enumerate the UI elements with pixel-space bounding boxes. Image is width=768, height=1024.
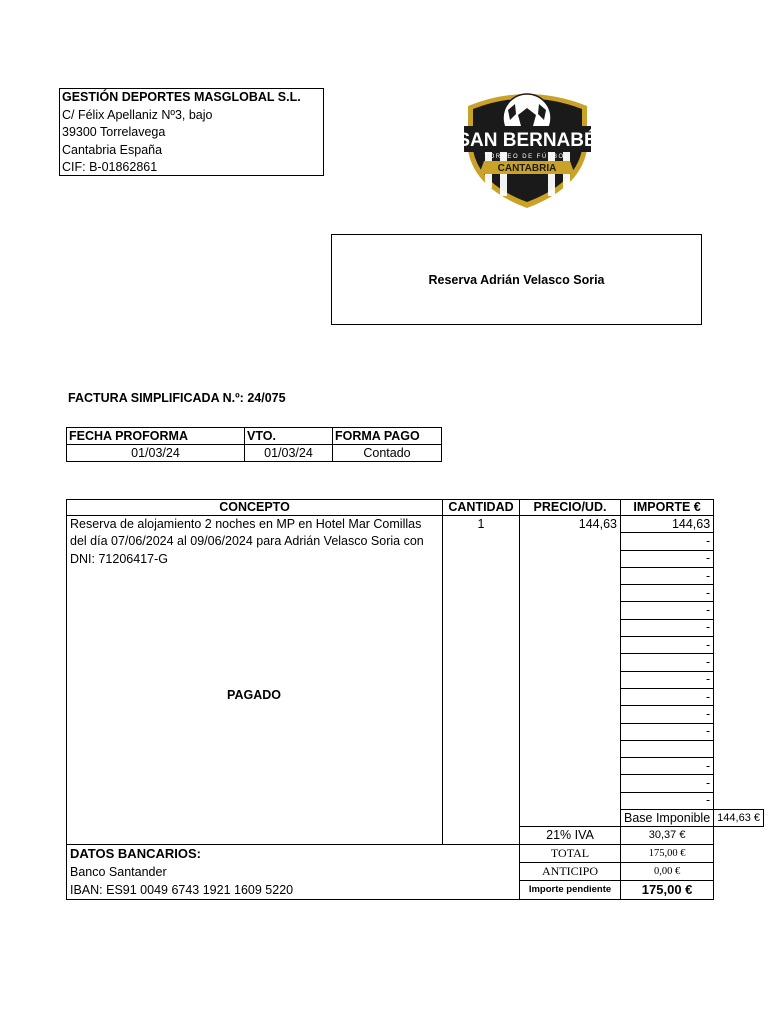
fecha-proforma-value: 01/03/24 [67, 445, 245, 462]
company-city: 39300 Torrelavega [62, 125, 166, 139]
paid-label: PAGADO [227, 688, 281, 702]
amount-dash: - [621, 585, 714, 602]
base-label: Base Imponible [621, 810, 714, 827]
header-forma-pago: FORMA PAGO [333, 428, 442, 445]
company-region: Cantabria España [62, 142, 163, 157]
total-label: TOTAL [520, 844, 621, 862]
amount-dash: - [621, 619, 714, 636]
unit-price-cell [520, 516, 621, 827]
logo-title: SAN BERNABÉ [460, 130, 595, 151]
company-cif: CIF: B-01862861 [62, 160, 158, 174]
bank-iban: IBAN: ES91 0049 6743 1921 1609 5220 [70, 882, 294, 897]
company-name: GESTIÓN DEPORTES MASGLOBAL S.L. [62, 90, 301, 104]
bank-name: Banco Santander [70, 864, 167, 879]
client-box [331, 234, 702, 325]
amount-dash: - [621, 758, 714, 775]
header-concepto: CONCEPTO [67, 500, 443, 516]
quantity-cell [443, 516, 520, 845]
amount-dash: - [621, 550, 714, 567]
logo-banner: CANTABRIA [497, 163, 557, 174]
advance-label: ANTICIPO [520, 862, 621, 880]
san-bernabe-logo [460, 88, 595, 210]
header-vto: VTO. [245, 428, 333, 445]
company-info-box [59, 88, 324, 176]
amount-dash: - [621, 671, 714, 688]
quantity-value: 1 [477, 517, 485, 531]
advance-value: 0,00 € [621, 862, 714, 880]
amount-dash: - [621, 792, 714, 809]
unit-price-value: 144,63 [578, 517, 617, 531]
concept-cell [67, 516, 443, 845]
concept-text: Reserva de alojamiento 2 noches en MP en Hotel Mar Comillas del día 07/06/2024 al 09/06/2024 para Adrián Velasco Soria con DNI: 71206417-G [70, 517, 424, 566]
client-name: Reserva Adrián Velasco Soria [428, 272, 605, 287]
pending-label: Importe pendiente [520, 881, 621, 899]
amount-dash: - [621, 533, 714, 550]
amount-dash: - [621, 637, 714, 654]
bank-cell [67, 844, 520, 899]
header-fecha-proforma: FECHA PROFORMA [67, 428, 245, 445]
forma-pago-value: Contado [333, 445, 442, 462]
amount-dash: - [621, 723, 714, 740]
amount-dash: - [621, 706, 714, 723]
iva-label: 21% IVA [520, 827, 621, 844]
header-importe: IMPORTE € [621, 500, 714, 516]
pending-value: 175,00 € [621, 881, 714, 899]
header-cantidad: CANTIDAD [443, 500, 520, 516]
iva-value: 30,37 € [621, 827, 714, 844]
amount-dash: - [621, 567, 714, 584]
amount-dash [621, 740, 714, 757]
amount-dash: - [621, 654, 714, 671]
header-precio: PRECIO/UD. [520, 500, 621, 516]
date-table [66, 427, 442, 462]
amount-dash: - [621, 775, 714, 792]
amount-cell: 144,63 [621, 516, 714, 533]
invoice-title: FACTURA SIMPLIFICADA N.º: 24/075 [68, 391, 286, 405]
amount-dash: - [621, 688, 714, 705]
vto-value: 01/03/24 [245, 445, 333, 462]
bank-title: DATOS BANCARIOS: [70, 845, 201, 861]
company-address: C/ Félix Apellaniz Nº3, bajo [62, 107, 213, 122]
total-value: 175,00 € [621, 844, 714, 862]
base-value: 144,63 € [714, 810, 764, 827]
logo-subtitle: TORNEO DE FÚTBOL [484, 154, 570, 160]
amount-dash: - [621, 602, 714, 619]
